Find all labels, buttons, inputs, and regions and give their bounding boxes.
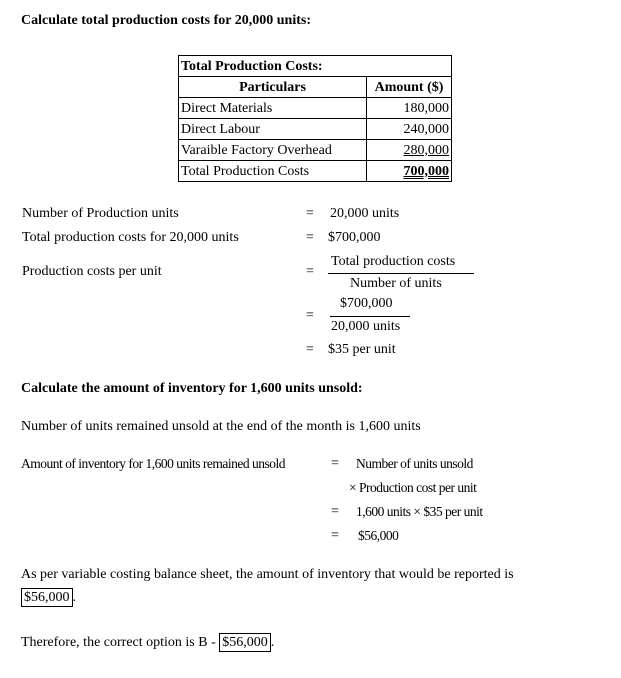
fraction1-bar xyxy=(328,273,474,274)
fraction1-numerator: Total production costs xyxy=(331,254,456,269)
col-amount: Amount ($) xyxy=(367,77,452,98)
total-label: Total production costs for 20,000 units xyxy=(22,230,239,245)
section2-heading: Calculate the amount of inventory for 1,600 units unsold: xyxy=(21,381,363,396)
per-unit-label: Production costs per unit xyxy=(22,264,162,279)
final-boxed-answer: $56,000 xyxy=(219,633,271,652)
equals-sign: = xyxy=(331,504,339,519)
row-amount: 700,000 xyxy=(403,163,449,179)
section1-heading: Calculate total production costs for 20,000 units: xyxy=(21,13,311,28)
col-particulars: Particulars xyxy=(179,77,367,98)
equals-sign: = xyxy=(306,206,314,221)
units-value: 20,000 units xyxy=(330,206,400,221)
row-label: Direct Materials xyxy=(179,98,367,119)
final-prefix: Therefore, the correct option is B - xyxy=(21,635,216,650)
per-unit-result: $35 per unit xyxy=(328,342,396,357)
equals-sign: = xyxy=(331,528,339,543)
conclusion-answer-line xyxy=(21,588,76,607)
fraction1-denominator: Number of units xyxy=(350,276,442,291)
equals-sign: = xyxy=(306,264,314,279)
inventory-line1: Number of units unsold xyxy=(356,456,473,471)
inventory-line2: × Production cost per unit xyxy=(349,480,477,495)
table-row xyxy=(179,161,452,182)
period: . xyxy=(270,635,275,650)
equals-sign: = xyxy=(331,456,339,471)
row-label: Varaible Factory Overhead xyxy=(179,140,367,161)
table-title: Total Production Costs: xyxy=(179,56,452,77)
boxed-answer: $56,000 xyxy=(21,588,73,607)
row-label: Total Production Costs xyxy=(179,161,367,182)
inventory-label: Amount of inventory for 1,600 units remained unsold xyxy=(21,456,285,471)
fraction2-bar xyxy=(330,316,410,317)
table-row xyxy=(179,98,452,119)
fraction2-numerator: $700,000 xyxy=(340,296,393,311)
fraction2-denominator: 20,000 units xyxy=(331,319,401,334)
final-answer-line xyxy=(21,633,274,652)
table-row xyxy=(179,140,452,161)
row-amount: 280,000 xyxy=(403,142,449,158)
row-amount: 240,000 xyxy=(367,119,452,140)
production-costs-table xyxy=(178,55,452,182)
unsold-sentence: Number of units remained unsold at the end of the month is 1,600 units xyxy=(21,419,421,434)
equals-sign: = xyxy=(306,308,314,323)
row-amount: 180,000 xyxy=(367,98,452,119)
table-row xyxy=(179,119,452,140)
equals-sign: = xyxy=(306,230,314,245)
period: . xyxy=(72,590,76,605)
inventory-line4: $56,000 xyxy=(358,528,399,543)
conclusion-text: As per variable costing balance sheet, the amount of inventory that would be reported is xyxy=(21,567,514,582)
inventory-line3: 1,600 units × $35 per unit xyxy=(356,504,483,519)
equals-sign: = xyxy=(306,342,314,357)
total-value: $700,000 xyxy=(328,230,381,245)
units-label: Number of Production units xyxy=(22,206,179,221)
row-label: Direct Labour xyxy=(179,119,367,140)
